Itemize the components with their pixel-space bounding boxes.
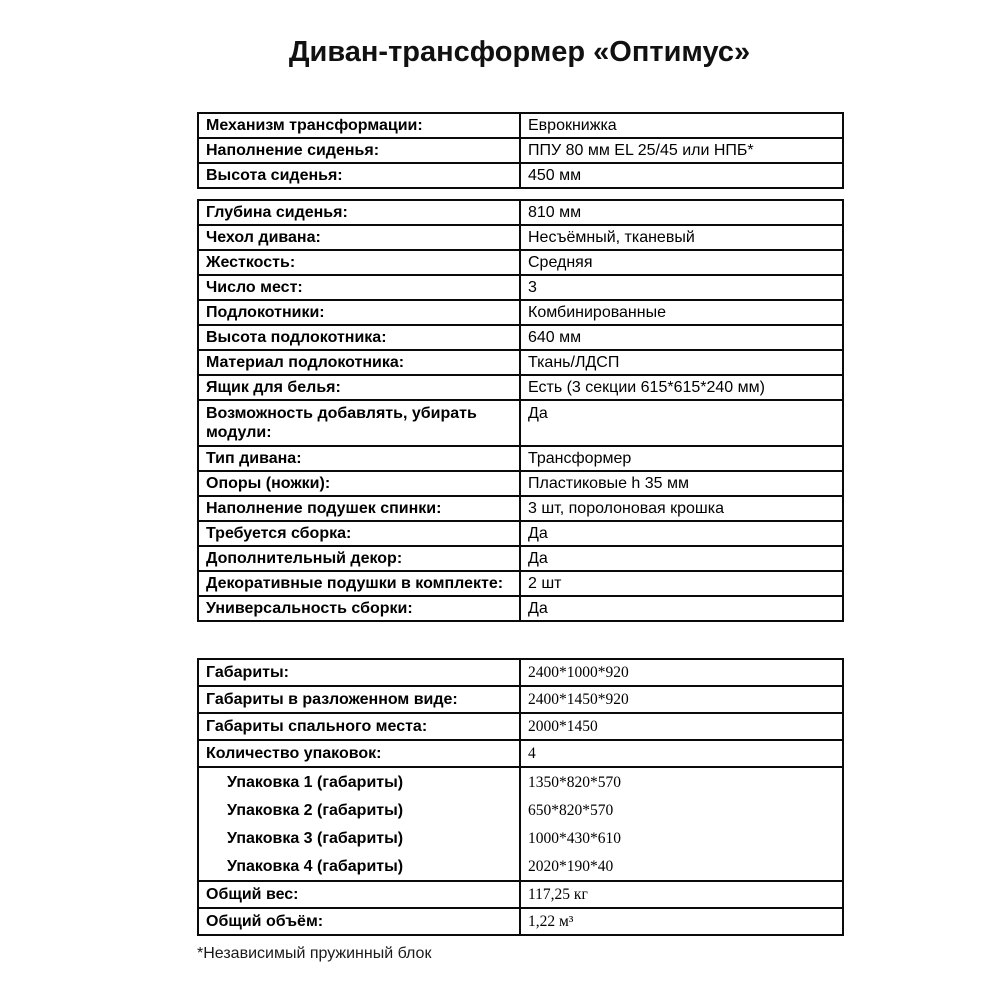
spec-value: Да — [520, 521, 843, 546]
table-row — [198, 113, 843, 138]
page-title: Диван-трансформер «Оптимус» — [288, 36, 751, 68]
spec-label: Возможность добавлять, убирать модули: — [198, 400, 520, 446]
dimension-label: Количество упаковок: — [198, 740, 520, 767]
spec-sheet-content — [197, 34, 842, 964]
dimension-value: 2400*1000*920 — [520, 659, 843, 686]
table-row — [198, 350, 843, 375]
package-value: 1000*430*610 — [520, 824, 843, 852]
dimension-value: 2000*1450 — [520, 713, 843, 740]
package-label: Упаковка 2 (габариты) — [198, 796, 520, 824]
spec-table-part2 — [197, 199, 844, 622]
table-row — [198, 686, 843, 713]
dimension-label: Габариты в разложенном виде: — [198, 686, 520, 713]
table-row — [198, 571, 843, 596]
table-row — [198, 908, 843, 935]
package-value: 2020*190*40 — [520, 852, 843, 881]
dimension-value: 1,22 м³ — [520, 908, 843, 935]
spec-value: ППУ 80 мм EL 25/45 или НПБ* — [520, 138, 843, 163]
spec-value: Еврокнижка — [520, 113, 843, 138]
table-row — [198, 300, 843, 325]
spec-label: Высота подлокотника: — [198, 325, 520, 350]
spec-label: Высота сиденья: — [198, 163, 520, 188]
spec-label: Глубина сиденья: — [198, 200, 520, 225]
package-label: Упаковка 1 (габариты) — [198, 767, 520, 796]
table-row — [198, 400, 843, 446]
spec-label: Ящик для белья: — [198, 375, 520, 400]
spec-value: 2 шт — [520, 571, 843, 596]
spec-value: Да — [520, 596, 843, 621]
table-row — [198, 713, 843, 740]
spec-value: 640 мм — [520, 325, 843, 350]
spec-label: Тип дивана: — [198, 446, 520, 471]
table-row — [198, 596, 843, 621]
spec-value: 3 — [520, 275, 843, 300]
spec-label: Наполнение подушек спинки: — [198, 496, 520, 521]
spec-label: Дополнительный декор: — [198, 546, 520, 571]
spec-table-part1 — [197, 112, 844, 189]
spec-label: Наполнение сиденья: — [198, 138, 520, 163]
spec-label: Декоративные подушки в комплекте: — [198, 571, 520, 596]
package-row — [198, 852, 843, 881]
spec-label: Опоры (ножки): — [198, 471, 520, 496]
table-row — [198, 250, 843, 275]
table-row — [198, 200, 843, 225]
spec-label: Требуется сборка: — [198, 521, 520, 546]
table-row — [198, 546, 843, 571]
table-row — [198, 521, 843, 546]
package-row — [198, 796, 843, 824]
table-row — [198, 163, 843, 188]
spec-label: Жесткость: — [198, 250, 520, 275]
table-row — [198, 659, 843, 686]
spec-value: Да — [520, 546, 843, 571]
table-row — [198, 740, 843, 767]
dimension-label: Габариты: — [198, 659, 520, 686]
spec-label: Число мест: — [198, 275, 520, 300]
spec-value: Есть (3 секции 615*615*240 мм) — [520, 375, 843, 400]
dimension-value: 117,25 кг — [520, 881, 843, 908]
spec-label: Универсальность сборки: — [198, 596, 520, 621]
spec-label: Чехол дивана: — [198, 225, 520, 250]
table-row — [198, 138, 843, 163]
package-label: Упаковка 3 (габариты) — [198, 824, 520, 852]
table-row — [198, 881, 843, 908]
dimension-label: Общий вес: — [198, 881, 520, 908]
dimension-label: Общий объём: — [198, 908, 520, 935]
spec-label: Механизм трансформации: — [198, 113, 520, 138]
table-row — [198, 275, 843, 300]
package-row — [198, 767, 843, 796]
dimension-label: Габариты спального места: — [198, 713, 520, 740]
spec-value: Несъёмный, тканевый — [520, 225, 843, 250]
dimensions-table — [197, 658, 844, 936]
spec-label: Подлокотники: — [198, 300, 520, 325]
table-row — [198, 225, 843, 250]
spec-value: Ткань/ЛДСП — [520, 350, 843, 375]
dimension-value: 2400*1450*920 — [520, 686, 843, 713]
table-row — [198, 496, 843, 521]
table-row — [198, 325, 843, 350]
table-row — [198, 471, 843, 496]
package-value: 650*820*570 — [520, 796, 843, 824]
table-row — [198, 375, 843, 400]
spec-value: Трансформер — [520, 446, 843, 471]
spec-value: Комбинированные — [520, 300, 843, 325]
spec-label: Материал подлокотника: — [198, 350, 520, 375]
dimension-value: 4 — [520, 740, 843, 767]
spec-value: Да — [520, 400, 843, 446]
package-row — [198, 824, 843, 852]
table-row — [198, 446, 843, 471]
spec-value: Средняя — [520, 250, 843, 275]
spec-value: 3 шт, поролоновая крошка — [520, 496, 843, 521]
package-value: 1350*820*570 — [520, 767, 843, 796]
spec-value: Пластиковые h 35 мм — [520, 471, 843, 496]
package-label: Упаковка 4 (габариты) — [198, 852, 520, 881]
footnote: *Независимый пружинный блок — [197, 945, 432, 962]
spec-value: 450 мм — [520, 163, 843, 188]
spec-value: 810 мм — [520, 200, 843, 225]
